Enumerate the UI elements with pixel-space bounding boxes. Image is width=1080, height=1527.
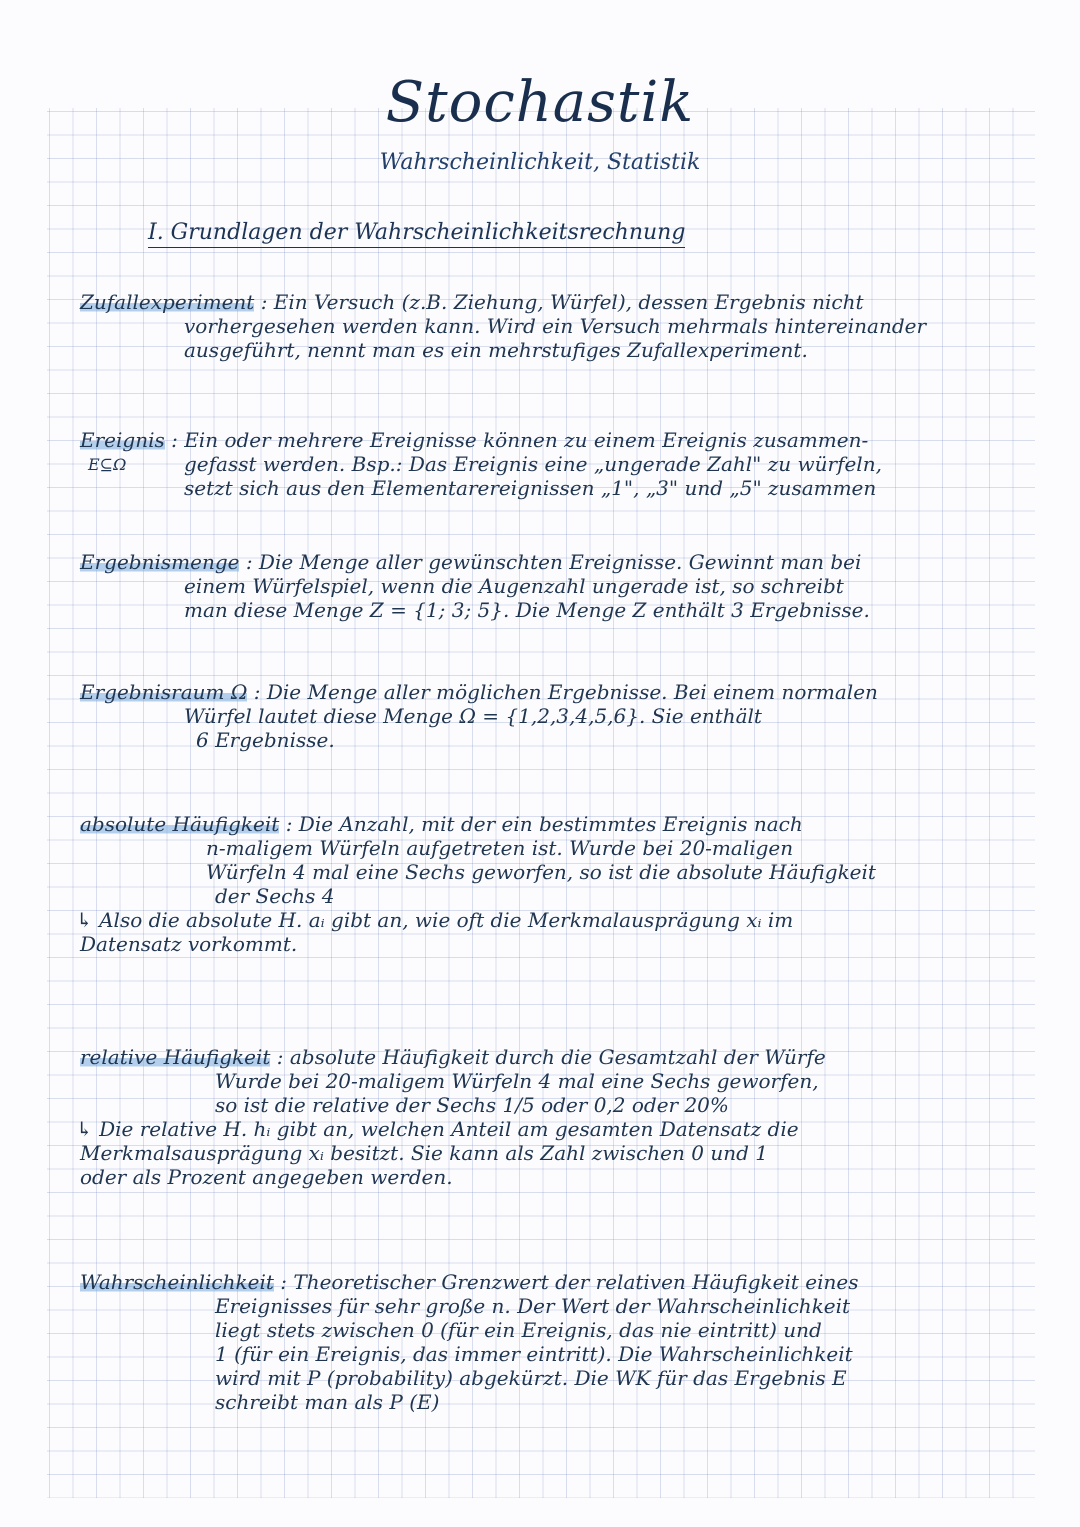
- entry-line: Würfel lautet diese Menge Ω = {1,2,3,4,5,6}. Sie enthält: [184, 704, 762, 728]
- subset-symbol: E⊆Ω: [88, 455, 127, 474]
- entry-line: setzt sich aus den Elementarereignissen „1", „3" und „5" zusammen: [184, 476, 877, 500]
- entry-wahrscheinlichkeit: [80, 1270, 1040, 1414]
- entry-line: einem Würfelspiel, wenn die Augenzahl ungerade ist, so schreibt: [184, 574, 844, 598]
- entry-ergebnismenge: [80, 550, 1040, 622]
- note-line: oder als Prozent angegeben werden.: [80, 1165, 453, 1189]
- entry-line: schreibt man als P (E): [215, 1390, 440, 1414]
- note-line: Datensatz vorkommt.: [80, 932, 298, 956]
- entry-line: Würfeln 4 mal eine Sechs geworfen, so ist die absolute Häufigkeit: [206, 860, 876, 884]
- entry-line: : Theoretischer Grenzwert der relativen Häufigkeit eines: [280, 1270, 859, 1294]
- entry-line: wird mit P (probability) abgekürzt. Die WK für das Ergebnis E: [215, 1366, 847, 1390]
- entry-line: vorhergesehen werden kann. Wird ein Versuch mehrmals hintereinander: [184, 314, 927, 338]
- entry-line: so ist die relative der Sechs 1/5 oder 0,2 oder 20%: [215, 1093, 729, 1117]
- entry-ergebnisraum: [80, 680, 1040, 752]
- entry-line: : Die Menge aller gewünschten Ereignisse. Gewinnt man bei: [245, 550, 862, 574]
- paper-margin-left: [0, 0, 47, 1527]
- entry-line: ausgeführt, nennt man es ein mehrstufiges Zufallexperiment.: [184, 338, 808, 362]
- entry-line: 6 Ergebnisse.: [196, 728, 335, 752]
- entry-line: n-maligem Würfeln aufgetreten ist. Wurde bei 20-maligen: [206, 836, 794, 860]
- entry-line: Wurde bei 20-maligem Würfeln 4 mal eine Sechs geworfen,: [215, 1069, 819, 1093]
- entry-line: 1 (für ein Ereignis, das immer eintritt). Die Wahrscheinlichkeit: [215, 1342, 853, 1366]
- entry-line: gefasst werden. Bsp.: Das Ereignis eine „ungerade Zahl" zu würfeln,: [184, 452, 882, 476]
- paper-margin-bottom: [0, 1498, 1080, 1527]
- entry-line: man diese Menge Z = {1; 3; 5}. Die Menge Z enthält 3 Ergebnisse.: [184, 598, 870, 622]
- term-wahrscheinlichkeit: Wahrscheinlichkeit: [80, 1270, 274, 1294]
- section-heading: I. Grundlagen der Wahrscheinlichkeitsrechnung: [148, 220, 685, 248]
- entry-ereignis: [80, 428, 1040, 500]
- entry-line: der Sechs 4: [215, 884, 335, 908]
- page-subtitle: Wahrscheinlichkeit, Statistik: [379, 150, 701, 175]
- term-ereignis: Ereignis: [80, 428, 165, 452]
- note-line: ↳ Also die absolute H. aᵢ gibt an, wie oft die Merkmalausprägung xᵢ im: [76, 908, 794, 932]
- term-ergebnismenge: Ergebnismenge: [80, 550, 240, 574]
- term-ergebnisraum: Ergebnisraum Ω: [80, 680, 248, 704]
- entry-line: : Ein oder mehrere Ereignisse können zu einem Ereignis zusammen-: [171, 428, 869, 452]
- term-zufallsexperiment: Zufallexperiment: [80, 290, 255, 314]
- entry-relative-haeufigkeit: [76, 1045, 1040, 1189]
- entry-line: : Die Menge aller möglichen Ergebnisse. Bei einem normalen: [253, 680, 878, 704]
- note-line: ↳ Die relative H. hᵢ gibt an, welchen Anteil am gesamten Datensatz die: [76, 1117, 799, 1141]
- entry-line: liegt stets zwischen 0 (für ein Ereignis, das nie eintritt) und: [215, 1318, 822, 1342]
- paper-margin-right: [1035, 0, 1080, 1527]
- term-relative-haeufigkeit: relative Häufigkeit: [80, 1045, 271, 1069]
- entry-line: Ereignisses für sehr große n. Der Wert der Wahrscheinlichkeit: [215, 1294, 851, 1318]
- entry-absolute-haeufigkeit: [76, 812, 1040, 956]
- note-line: Merkmalsausprägung xᵢ besitzt. Sie kann als Zahl zwischen 0 und 1: [80, 1141, 768, 1165]
- term-absolute-haeufigkeit: absolute Häufigkeit: [80, 812, 280, 836]
- page-title: Stochastik: [385, 70, 695, 135]
- entry-line: : Die Anzahl, mit der ein bestimmtes Ereignis nach: [285, 812, 803, 836]
- entry-line: : Ein Versuch (z.B. Ziehung, Würfel), dessen Ergebnis nicht: [260, 290, 864, 314]
- entry-zufallsexperiment: [80, 290, 1040, 362]
- entry-line: : absolute Häufigkeit durch die Gesamtzahl der Würfe: [276, 1045, 826, 1069]
